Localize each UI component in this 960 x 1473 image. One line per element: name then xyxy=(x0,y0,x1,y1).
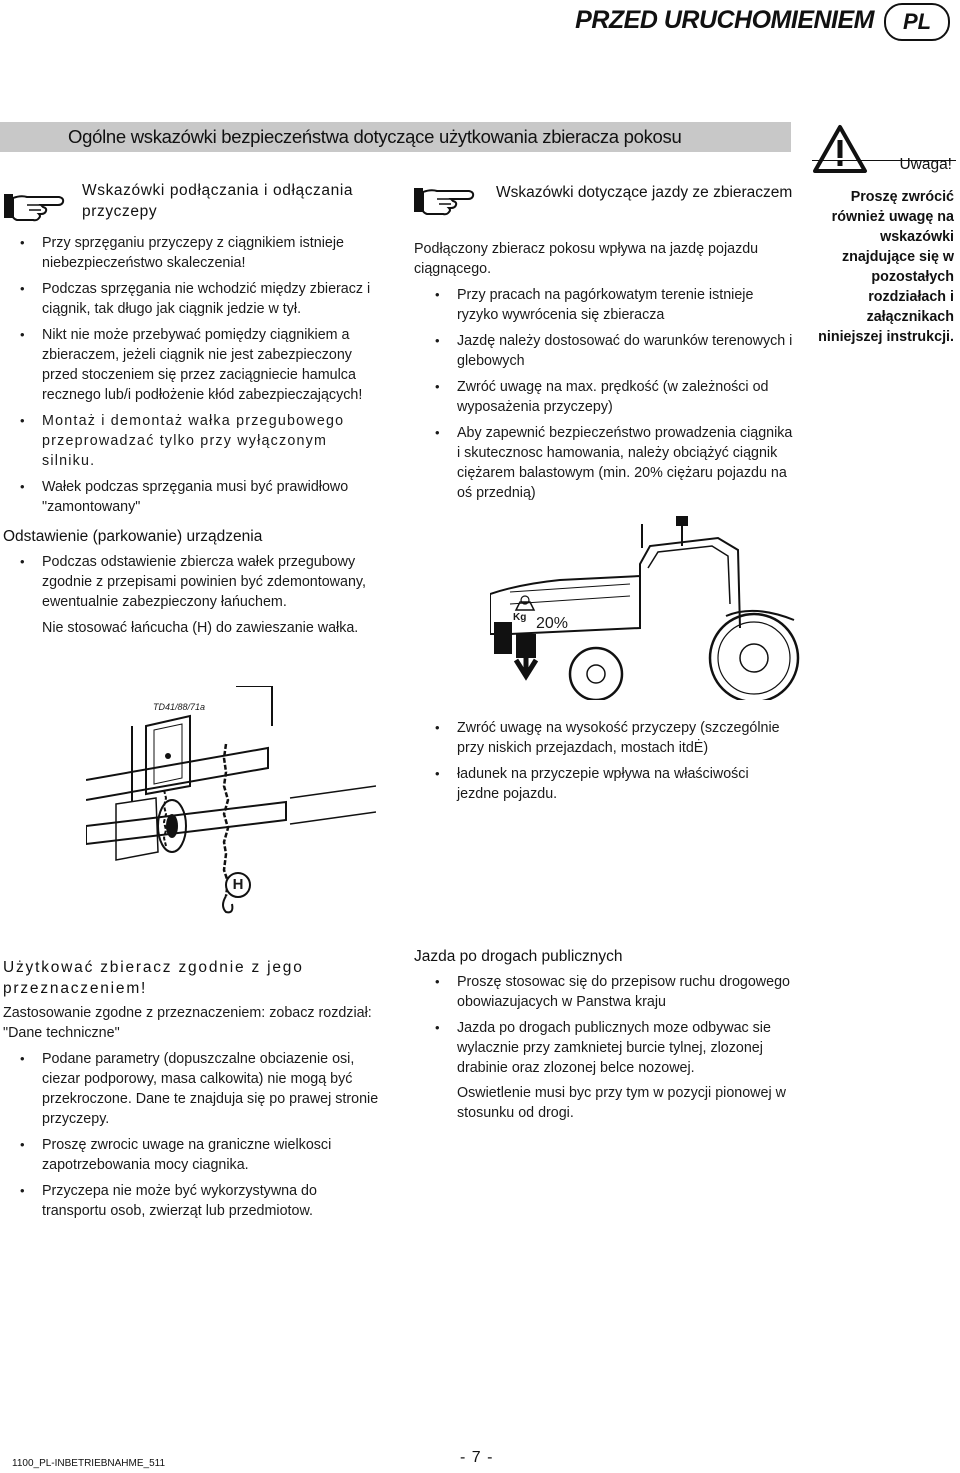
list-item: • Przy sprzęganiu przyczepy z ciągnikiem istnieje niebezpieczeństwo skaleczenia! xyxy=(20,233,380,273)
chain-h-label: H xyxy=(232,876,244,893)
list-item: • ładunek na przyczepie wpływa na właściwości jezdne pojazdu. xyxy=(435,764,793,804)
page-number: - 7 - xyxy=(460,1449,494,1466)
list-item: • Podane parametry (dopuszczalne obciazenie osi, ciezar podporowy, masa calkowita) nie mogą być przekroczone. Dane te znajduja się po prawej stronie przyczepy. xyxy=(20,1049,380,1129)
list-item: • Proszę stosowac się do przepisow ruchu drogowego obowiazujacych w Panstwa kraju xyxy=(435,972,793,1012)
figure-code: TD41/88/71a xyxy=(153,702,206,712)
list-item: • Aby zapewnić bezpieczeństwo prowadzenia ciągnika i skutecznosc hamowania, należy obciążyć ciągnik ciężarem balastowym (min. 20% ciężaru pojazdu na oś przednią) xyxy=(435,423,793,503)
language-badge: PL xyxy=(884,3,950,41)
usage-list xyxy=(20,1049,380,1227)
pointing-hand-icon xyxy=(413,182,477,218)
roads-list xyxy=(435,972,793,1084)
driving-intro: Podłączony zbieracz pokosu wpływa na jazdę pojazdu ciągnącego. xyxy=(414,241,759,277)
usage-intro: Zastosowanie zgodne z przeznaczeniem: zobacz rozdział: "Dane techniczne" xyxy=(3,1005,372,1041)
driving-list xyxy=(435,285,793,509)
list-item: • Proszę zwrocic uwage na graniczne wielkosci zapotrzebowania mocy ciagnika. xyxy=(20,1135,380,1175)
warning-triangle-icon xyxy=(812,124,868,174)
header-title: PRZED URUCHOMIENIEM xyxy=(575,6,874,34)
section-title: Ogólne wskazówki bezpieczeństwa dotyczące użytkowania zbieracza pokosu xyxy=(0,122,791,152)
list-item: • Montaż i demontaż wałka przegubowego przeprowadzać tylko przy wyłączonym silniku. xyxy=(20,411,380,471)
roads-heading: Jazda po drogach publicznych xyxy=(414,948,623,965)
list-item: • Jazdę należy dostosować do warunków terenowych i glebowych xyxy=(435,331,793,371)
driving-heading: Wskazówki dotyczące jazdy ze zbieraczem xyxy=(496,184,793,201)
document-code: 1100_PL-INBETRIEBNAHME_511 xyxy=(12,1458,166,1469)
weight-kg-label: Kg xyxy=(513,612,527,623)
warning-divider xyxy=(812,160,956,161)
pointing-hand-icon xyxy=(3,188,67,224)
warning-title: Uwaga! xyxy=(899,156,952,173)
parking-heading: Odstawienie (parkowanie) urządzenia xyxy=(3,528,263,545)
parking-note: Nie stosować łańcucha (H) do zawieszanie wałka. xyxy=(42,620,359,636)
warning-text: Proszę zwrócić również uwagę na wskazówki znajdujące się w pozostałych rozdziałach i załącznikach niniejszej instrukcji. xyxy=(818,189,954,345)
hitch-heading: Wskazówki podłączania i odłączania przyczepy xyxy=(82,182,354,220)
list-item: • Zwróć uwagę na max. prędkość (w zależności od wyposażenia przyczepy) xyxy=(435,377,793,417)
height-list xyxy=(435,718,793,810)
hitch-list xyxy=(20,233,380,523)
list-item: • Przyczepa nie może być wykorzystywna do transportu osob, zwierząt lub przedmiotow. xyxy=(20,1181,380,1221)
list-item: • Zwróć uwagę na wysokość przyczepy (szczególnie przy niskich przejazdach, mostach itdĖ) xyxy=(435,718,793,758)
list-item: • Jazda po drogach publicznych moze odbywac sie wylacznie przy zamknietej burcie tylnej, zlozonej drabinie oraz zlozonej belce nozowej. xyxy=(435,1018,793,1078)
list-item: • Podczas sprzęgania nie wchodzić między zbieracz i ciągnik, tak długo jak ciągnik jedzie w tył. xyxy=(20,279,380,319)
tractor-illustration xyxy=(490,508,810,700)
usage-heading: Użytkować zbieracz zgodnie z jego przeznaczeniem! xyxy=(3,959,304,997)
weight-percent-label: 20% xyxy=(536,615,569,632)
roads-note: Oswietlenie musi byc przy tym w pozycji pionowej w stosunku od drogi. xyxy=(457,1085,786,1121)
list-item: • Podczas odstawienie zbiercza wałek przegubowy zgodnie z przepisami powinien być zdemontowany, ewentualnie zabezpieczony łańuchem. xyxy=(20,552,382,612)
list-item: • Przy pracach na pagórkowatym terenie istnieje ryzyko wywrócenia się zbieracza xyxy=(435,285,793,325)
list-item: • Wałek podczas sprzęgania musi być prawidłowo "zamontowany" xyxy=(20,477,380,517)
list-item: • Nikt nie może przebywać pomiędzy ciągnikiem a zbieraczem, jeżeli ciągnik nie jest zabezpieczony przed stoczeniem się przez zaciągniecie hamulca recznego lub/i podłożenie kłód zabezpieczających! xyxy=(20,325,380,405)
parking-list xyxy=(20,552,382,618)
